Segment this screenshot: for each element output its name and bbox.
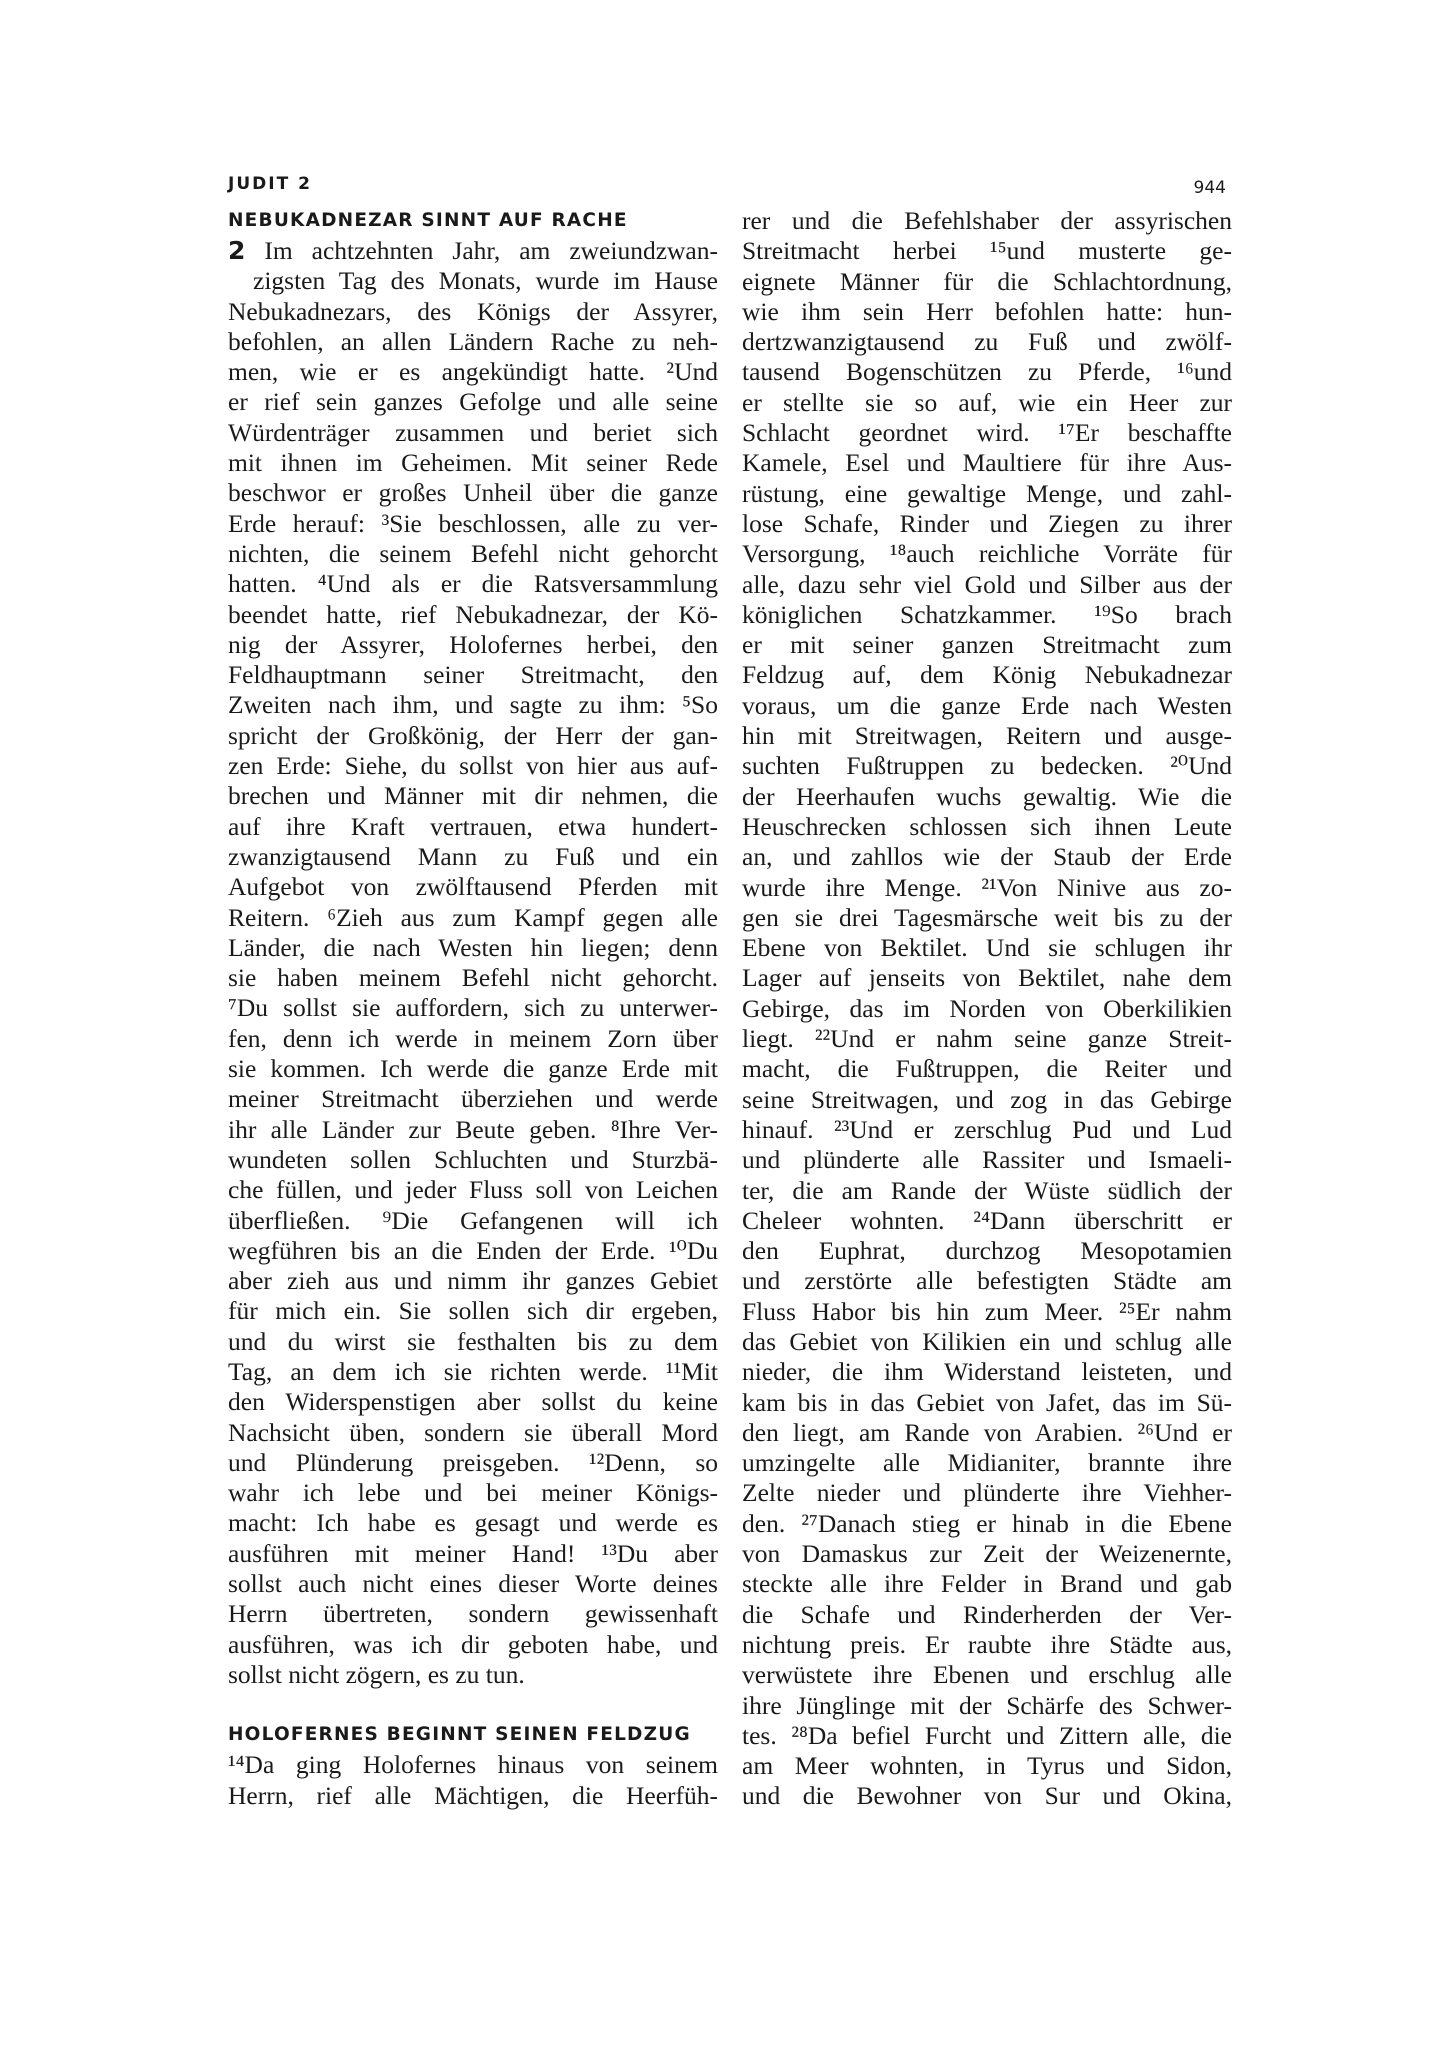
text-line: den. ²⁷Danach stieg er hinab in die Ebene (742, 1508, 1232, 1538)
text-line: nieder, die ihm Widerstand leisteten, und (742, 1357, 1232, 1387)
text-line: suchten Fußtruppen zu bedecken. ²⁰Und (742, 751, 1232, 781)
text-line: wahr ich lebe und bei meiner Königs- (228, 1478, 718, 1508)
text-line: fen, denn ich werde in meinem Zorn über (228, 1023, 718, 1053)
text-line: den liegt, am Rande von Arabien. ²⁶Und er (742, 1417, 1232, 1447)
text-line: Schlacht geordnet wird. ¹⁷Er beschaffte (742, 418, 1232, 448)
left-column (228, 206, 718, 1811)
text-line: und plünderte alle Rassiter und Ismaeli- (742, 1145, 1232, 1175)
text-line: am Meer wohnten, in Tyrus und Sidon, (742, 1751, 1232, 1781)
text-line: Kamele, Esel und Maultiere für ihre Aus- (742, 448, 1232, 478)
text-line: ter, die am Rande der Wüste südlich der (742, 1175, 1232, 1205)
text-line: Aufgebot von zwölftausend Pferden mit (228, 872, 718, 902)
text-line: Tag, an dem ich sie richten werde. ¹¹Mit (228, 1356, 718, 1386)
text-line: Heuschrecken schlossen sich ihnen Leute (742, 811, 1232, 841)
text-line: befohlen, an allen Ländern Rache zu neh- (228, 326, 718, 356)
text-line: mit ihnen im Geheimen. Mit seiner Rede (228, 448, 718, 478)
text-line: sie kommen. Ich werde die ganze Erde mit (228, 1054, 718, 1084)
text-line: Cheleer wohnten. ²⁴Dann überschritt er (742, 1205, 1232, 1235)
text-line: eignete Männer für die Schlachtordnung, (742, 266, 1232, 296)
text-line: Nebukadnezars, des Königs der Assyrer, (228, 296, 718, 326)
text-line: Feldzug auf, dem König Nebukadnezar (742, 660, 1232, 690)
text-line: und Plünderung preisgeben. ¹²Denn, so (228, 1447, 718, 1477)
text-line: sie haben meinem Befehl nicht gehorcht. (228, 963, 718, 993)
text-line: verwüstete ihre Ebenen und erschlug alle (742, 1660, 1232, 1690)
text-line: von Damaskus zur Zeit der Weizenernte, (742, 1539, 1232, 1569)
text-line: dertzwanzigtausend zu Fuß und zwölf- (742, 327, 1232, 357)
text-line: Zelte nieder und plünderte ihre Viehher- (742, 1478, 1232, 1508)
text-line: kam bis in das Gebiet von Jafet, das im Sü- (742, 1387, 1232, 1417)
text-line: macht: Ich habe es gesagt und werde es (228, 1508, 718, 1538)
text-line: ihr alle Länder zur Beute geben. ⁸Ihre Ver- (228, 1114, 718, 1144)
text-line: tes. ²⁸Da befiel Furcht und Zittern alle, die (742, 1720, 1232, 1750)
text-line: er mit seiner ganzen Streitmacht zum (742, 630, 1232, 660)
chapter-number: 2 (228, 236, 246, 265)
text-line: zwanzigtausend Mann zu Fuß und ein (228, 841, 718, 871)
text-line: beschwor er großes Unheil über die ganze (228, 478, 718, 508)
text-line: für mich ein. Sie sollen sich dir ergeben, (228, 1296, 718, 1326)
text-line: alle, dazu sehr viel Gold und Silber aus der (742, 569, 1232, 599)
text-line: steckte alle ihre Felder in Brand und gab (742, 1569, 1232, 1599)
section-heading-nebukadnezar: NEBUKADNEZAR SINNT AUF RACHE (228, 210, 628, 231)
text-line: auf ihre Kraft vertrauen, etwa hundert- (228, 811, 718, 841)
text-line: rüstung, eine gewaltige Menge, und zahl- (742, 478, 1232, 508)
text-line: aber zieh aus und nimm ihr ganzes Gebiet (228, 1266, 718, 1296)
text-line: brechen und Männer mit dir nehmen, die (228, 781, 718, 811)
text-line: wegführen bis an die Enden der Erde. ¹⁰Du (228, 1235, 718, 1265)
text-line: Herrn, rief alle Mächtigen, die Heerfüh- (228, 1780, 718, 1810)
text-line: zen Erde: Siehe, du sollst von hier aus auf- (228, 751, 718, 781)
text-line: zigsten Tag des Monats, wurde im Hause (253, 266, 718, 296)
text-line: umzingelte alle Midianiter, brannte ihre (742, 1448, 1232, 1478)
text-line: Nachsicht üben, sondern sie überall Mord (228, 1417, 718, 1447)
text-line: Streitmacht herbei ¹⁵und musterte ge- (742, 236, 1232, 266)
text-line: und zerstörte alle befestigten Städte am (742, 1266, 1232, 1296)
text-line: sollst nicht zögern, es zu tun. (228, 1659, 525, 1689)
text-line (228, 236, 718, 266)
text-line: Versorgung, ¹⁸auch reichliche Vorräte für (742, 539, 1232, 569)
text-line: gen sie drei Tagesmärsche weit bis zu der (742, 902, 1232, 932)
text-line: Würdenträger zusammen und beriet sich (228, 417, 718, 447)
text-line: nig der Assyrer, Holofernes herbei, den (228, 629, 718, 659)
text-line: liegt. ²²Und er nahm seine ganze Streit- (742, 1024, 1232, 1054)
text-line: seine Streitwagen, und zog in das Gebirge (742, 1084, 1232, 1114)
text-line: rer und die Befehlshaber der assyrischen (742, 206, 1232, 235)
text-line: spricht der Großkönig, der Herr der gan- (228, 720, 718, 750)
page-number: 944 (1193, 178, 1226, 198)
text-line: ⁷Du sollst sie auffordern, sich zu unterwer- (228, 993, 718, 1023)
text-line: der Heerhaufen wuchs gewaltig. Wie die (742, 781, 1232, 811)
text-line: und du wirst sie festhalten bis zu dem (228, 1326, 718, 1356)
text-line: nichten, die seinem Befehl nicht gehorcht (228, 538, 718, 568)
text-line: überfließen. ⁹Die Gefangenen will ich (228, 1205, 718, 1235)
text-line: Fluss Habor bis hin zum Meer. ²⁵Er nahm (742, 1296, 1232, 1326)
text-line: wundeten sollen Schluchten und Sturzbä- (228, 1144, 718, 1174)
section-heading-holofernes: HOLOFERNES BEGINNT SEINEN FELDZUG (228, 1724, 691, 1746)
text-line: meiner Streitmacht überziehen und werde (228, 1084, 718, 1114)
text-line: ausführen mit meiner Hand! ¹³Du aber (228, 1538, 718, 1568)
text-line: königlichen Schatzkammer. ¹⁹So brach (742, 599, 1232, 629)
text-line: Ebene von Bektilet. Und sie schlugen ihr (742, 933, 1232, 963)
text-line: ihre Jünglinge mit der Schärfe des Schwer- (742, 1690, 1232, 1720)
text-line: Feldhauptmann seiner Streitmacht, den (228, 660, 718, 690)
text-line: macht, die Fußtruppen, die Reiter und (742, 1054, 1232, 1084)
text-line: Länder, die nach Westen hin liegen; denn (228, 932, 718, 962)
text-line: che füllen, und jeder Fluss soll von Leichen (228, 1175, 718, 1205)
text-line: an, und zahllos wie der Staub der Erde (742, 842, 1232, 872)
text-line: Lager auf jenseits von Bektilet, nahe dem (742, 963, 1232, 993)
text-line: Zweiten nach ihm, und sagte zu ihm: ⁵So (228, 690, 718, 720)
text-line: wie ihm sein Herr befohlen hatte: hun- (742, 296, 1232, 326)
text-line: hin mit Streitwagen, Reitern und ausge- (742, 721, 1232, 751)
text-line: Herrn übertreten, sondern gewissenhaft (228, 1599, 718, 1629)
text-line: voraus, um die ganze Erde nach Westen (742, 690, 1232, 720)
text-line: sollst auch nicht eines dieser Worte deines (228, 1569, 718, 1599)
text-line: Erde herauf: ³Sie beschlossen, alle zu ver- (228, 508, 718, 538)
text-line: er rief sein ganzes Gefolge und alle seine (228, 387, 718, 417)
text-line: Gebirge, das im Norden von Oberkilikien (742, 993, 1232, 1023)
text-line: men, wie er es angekündigt hatte. ²Und (228, 357, 718, 387)
text-line: beendet hatte, rief Nebukadnezar, der Kö- (228, 599, 718, 629)
text-line: das Gebiet von Kilikien ein und schlug alle (742, 1326, 1232, 1356)
running-head: JUDIT 2 (228, 174, 312, 194)
text-line: tausend Bogenschützen zu Pferde, ¹⁶und (742, 357, 1232, 387)
text-line: ausführen, was ich dir geboten habe, und (228, 1629, 718, 1659)
text-line: und die Bewohner von Sur und Okina, (742, 1781, 1232, 1811)
right-column (742, 206, 1232, 1812)
text-line: wurde ihre Menge. ²¹Von Ninive aus zo- (742, 872, 1232, 902)
text-line: den Widerspenstigen aber sollst du keine (228, 1387, 718, 1417)
text-line: lose Schafe, Rinder und Ziegen zu ihrer (742, 508, 1232, 538)
text-line: er stellte sie so auf, wie ein Heer zur (742, 387, 1232, 417)
text-line: die Schafe und Rinderherden der Ver- (742, 1599, 1232, 1629)
text-line-content: Im achtzehnten Jahr, am zweiundzwan- (264, 236, 718, 265)
text-line: den Euphrat, durchzog Mesopotamien (742, 1236, 1232, 1266)
text-line: hinauf. ²³Und er zerschlug Pud und Lud (742, 1114, 1232, 1144)
text-line: hatten. ⁴Und als er die Ratsversammlung (228, 569, 718, 599)
text-line: Reitern. ⁶Zieh aus zum Kampf gegen alle (228, 902, 718, 932)
text-line: nichtung preis. Er raubte ihre Städte aus, (742, 1629, 1232, 1659)
text-line: ¹⁴Da ging Holofernes hinaus von seinem (228, 1750, 718, 1780)
section-spacer (228, 1690, 718, 1720)
